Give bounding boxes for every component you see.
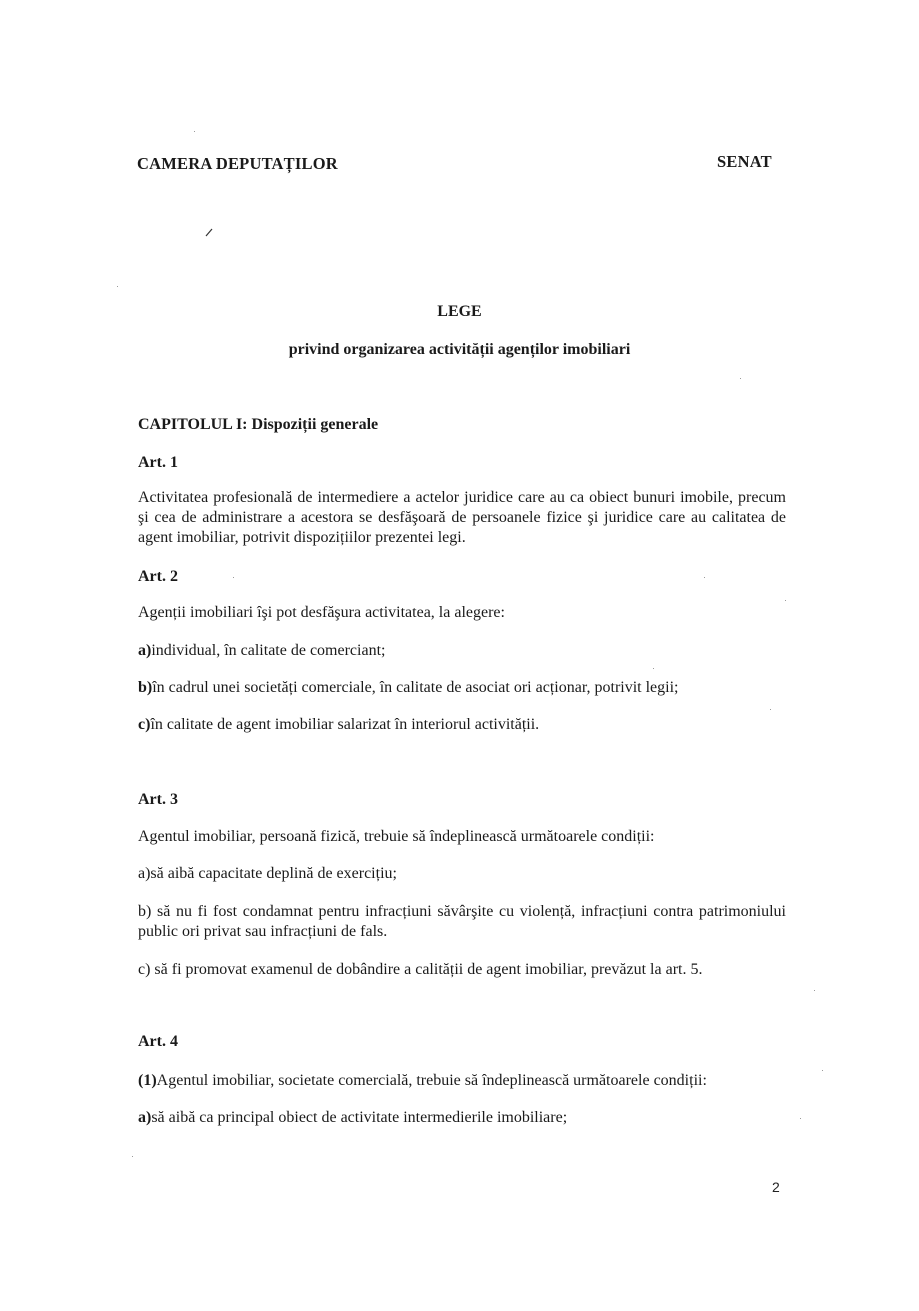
article-2-item-b — [138, 678, 679, 698]
chapter-heading: CAPITOLUL I: Dispoziții generale — [138, 416, 379, 433]
item-marker: (1) — [138, 1072, 157, 1089]
article-4-heading: Art. 4 — [138, 1033, 178, 1050]
article-3-intro: Agentul imobiliar, persoană fizică, trebuie să îndeplinească următoarele condiții: — [138, 828, 655, 845]
scan-speck — [800, 1118, 801, 1119]
pen-mark-icon — [204, 226, 214, 238]
item-marker: a) — [138, 642, 152, 659]
scan-speck — [785, 600, 786, 601]
item-marker: a) — [138, 1109, 152, 1126]
scan-speck — [233, 577, 234, 578]
scan-speck — [740, 378, 741, 379]
law-subtitle: privind organizarea activității agenților imobiliari — [288, 341, 631, 358]
item-marker: c) — [138, 716, 151, 733]
scan-speck — [822, 1070, 823, 1071]
page-number: 2 — [772, 1179, 780, 1195]
scan-speck — [117, 286, 118, 287]
scan-speck — [704, 577, 705, 578]
article-1-heading: Art. 1 — [138, 454, 178, 471]
scan-speck — [132, 1156, 133, 1157]
item-text: în cadrul unei societăți comerciale, în calitate de asociat ori acționar, potrivit legii; — [152, 679, 679, 696]
scan-speck — [814, 990, 815, 991]
article-2-item-c — [138, 715, 539, 735]
article-3-item-c: c) să fi promovat examenul de dobândire a calității de agent imobiliar, prevăzut la art. 5. — [138, 961, 703, 978]
law-title: LEGE — [437, 303, 482, 320]
article-2-intro: Agenții imobiliari îşi pot desfăşura activitatea, la alegere: — [138, 604, 505, 621]
scan-speck — [194, 131, 195, 132]
article-3-item-b: b) să nu fi fost condamnat pentru infracțiuni săvârşite cu violență, infracțiuni contra patrimoniului public ori privat sau infracțiuni de fals. — [138, 903, 786, 940]
item-text: Agentul imobiliar, societate comercială, trebuie să îndeplinească următoarele condiții: — [156, 1072, 707, 1089]
item-text: să aibă ca principal obiect de activitate intermedierile imobiliare; — [151, 1109, 568, 1126]
header-camera-deputatilor: CAMERA DEPUTAȚILOR — [137, 154, 338, 173]
article-2-item-a — [138, 641, 385, 661]
article-4-item-a — [138, 1108, 567, 1128]
item-marker: b) — [138, 679, 153, 696]
scan-speck — [770, 709, 771, 710]
article-4-paragraph-1 — [138, 1071, 707, 1091]
article-1-text: Activitatea profesională de intermediere a actelor juridice care au ca obiect bunuri imobile, precum şi cea de administrare a acestora se desfăşoară de persoanele fizice şi juridice care au calitatea de agent imobiliar, potrivit dispozițiilor prezentei legi. — [138, 489, 786, 546]
scan-speck — [653, 668, 654, 669]
item-text: în calitate de agent imobiliar salarizat în interiorul activității. — [150, 716, 540, 733]
item-text: individual, în calitate de comerciant; — [151, 642, 386, 659]
article-3-heading: Art. 3 — [138, 791, 178, 808]
header-senat: SENAT — [717, 152, 772, 171]
article-3-item-a: a)să aibă capacitate deplină de exercițiu; — [138, 865, 397, 882]
article-2-heading: Art. 2 — [138, 568, 178, 585]
